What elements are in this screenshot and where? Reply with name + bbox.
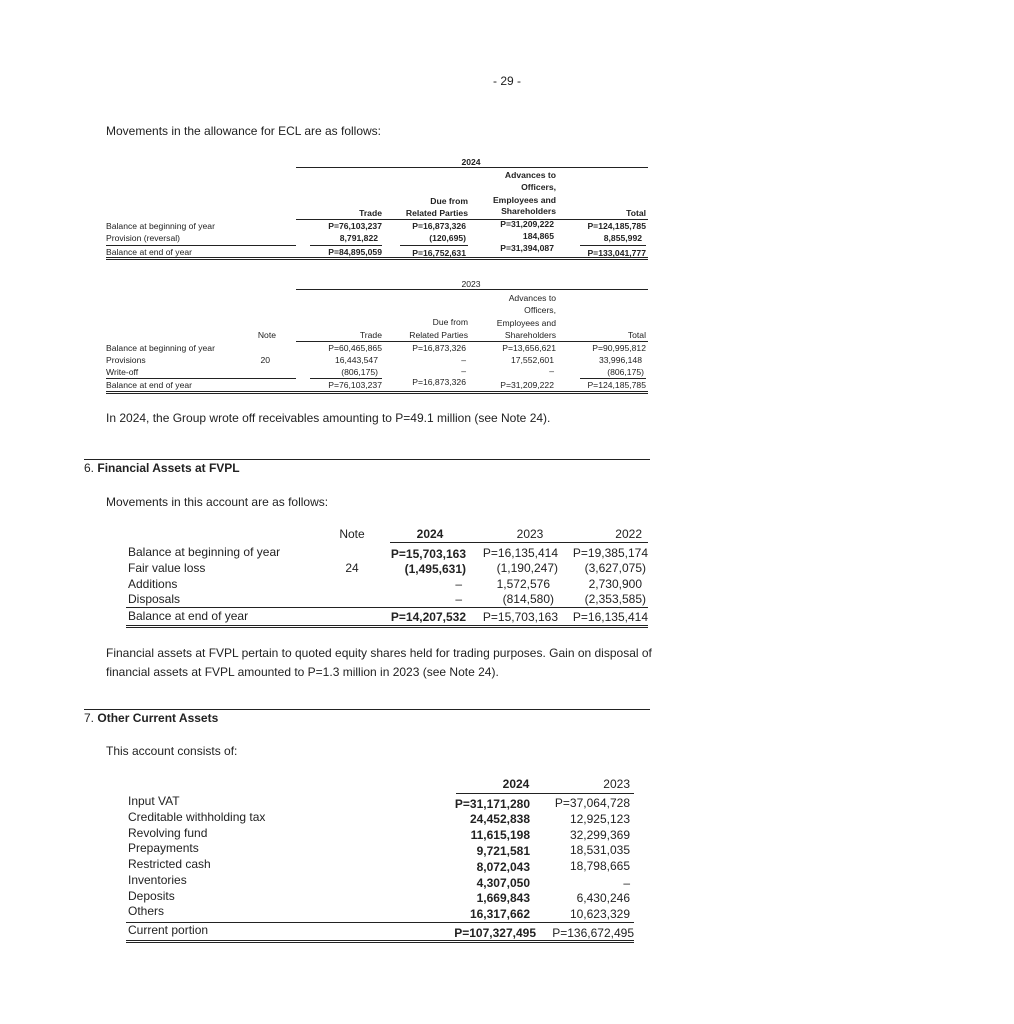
oca-row-label: Prepayments (128, 841, 199, 855)
fvpl-row-2022: P=16,135,414 (572, 610, 648, 624)
oca-row-2023: P=136,672,495 (552, 926, 634, 940)
ecl-2023-row-total: 33,996,148 (598, 355, 642, 365)
oca-col-2023: 2023 (603, 777, 630, 791)
fvpl-row-2023: P=16,135,414 (482, 546, 558, 560)
ecl-2024-row-due: (120,695) (429, 233, 466, 243)
section-7-number: 7. (84, 711, 95, 725)
fvpl-row-2024: – (455, 592, 462, 606)
oca-row-2023: P=37,064,728 (554, 796, 630, 810)
ecl-2024-col-due-2: Related Parties (405, 208, 468, 218)
ecl-2023-col-due-1: Due from (432, 317, 468, 327)
ecl-2023-total-rule (106, 391, 648, 394)
fvpl-row-2023: P=15,703,163 (482, 610, 558, 624)
ecl-2023-col-total: Total (627, 330, 646, 340)
oca-row-2023: 6,430,246 (576, 891, 630, 905)
ecl-2023-row-due: – (461, 355, 466, 365)
oca-row-2023: 18,531,035 (569, 843, 630, 857)
ecl-2024-row-total: P=133,041,777 (587, 248, 646, 258)
section-6-rule (84, 459, 650, 460)
oca-row-2024: 11,615,198 (470, 828, 530, 842)
oca-row-2023: 10,623,329 (569, 907, 630, 921)
ecl-2023-row-total: P=90,995,812 (592, 343, 646, 353)
oca-row-label: Others (128, 904, 165, 918)
oca-col-2024: 2024 (502, 777, 530, 791)
ecl-2024-col-adv-4: Shareholders (501, 206, 556, 216)
fvpl-row-2022: 2,730,900 (588, 577, 642, 591)
ecl-2024-label-rule (106, 245, 296, 246)
oca-row-label: Input VAT (128, 794, 180, 808)
ecl-2023-row-due: P=16,873,326 (412, 343, 466, 353)
fvpl-row-2024: P=15,703,163 (390, 547, 466, 561)
ecl-2024-row-due: P=16,873,326 (412, 221, 466, 231)
section-6-heading (84, 461, 240, 475)
oca-header-rule (456, 793, 634, 794)
oca-row-2023: 32,299,369 (569, 828, 630, 842)
ecl-2023-row-trade: P=60,465,865 (328, 343, 382, 353)
ecl-2023-row-label: Write-off (106, 367, 139, 377)
section-7-title: Other Current Assets (97, 711, 219, 725)
section-7-rule (84, 709, 650, 710)
oca-row-2024: 16,317,662 (469, 907, 530, 921)
fvpl-para-line-1: Financial assets at FVPL pertain to quoted equity shares held for trading purposes. Gain on disposal of (106, 646, 652, 660)
fvpl-col-2024: 2024 (416, 527, 444, 541)
ecl-2023-row-due: – (461, 366, 466, 376)
ecl-2024-sub-rule-total (580, 245, 646, 246)
ecl-writeoff-note: In 2024, the Group wrote off receivables amounting to P=49.1 million (see Note 24). (106, 411, 551, 425)
page-number: - 29 - (492, 74, 521, 88)
ecl-2024-row-trade: P=76,103,237 (328, 221, 382, 231)
fvpl-row-label: Disposals (128, 592, 181, 606)
fvpl-row-2024: – (455, 577, 462, 591)
ecl-2023-row-trade: P=76,103,237 (328, 380, 382, 390)
fvpl-row-2024: P=14,207,532 (390, 610, 466, 624)
fvpl-row-2022: (2,353,585) (584, 592, 646, 606)
fvpl-subtotal-rule (126, 607, 648, 608)
fvpl-row-2024: (1,495,631) (404, 562, 466, 576)
ecl-2024-row-total: 8,855,992 (603, 233, 642, 243)
ecl-2023-row-label: Provisions (106, 355, 146, 365)
ecl-2023-col-trade: Trade (359, 330, 382, 340)
oca-row-label: Creditable withholding tax (128, 810, 266, 824)
section-6-title: Financial Assets at FVPL (97, 461, 240, 475)
ecl-2024-row-label: Balance at beginning of year (106, 221, 215, 231)
ecl-2024-total-rule (106, 257, 648, 260)
fvpl-row-2022: (3,627,075) (584, 561, 646, 575)
oca-row-2024: 8,072,043 (476, 860, 530, 874)
fvpl-row-note: 24 (345, 561, 359, 575)
fvpl-para-line-2: financial assets at FVPL amounted to P=1.3 million in 2023 (see Note 24). (106, 665, 499, 679)
oca-row-label: Deposits (128, 889, 175, 903)
fvpl-total-rule (126, 625, 648, 628)
fvpl-row-label: Balance at end of year (128, 609, 249, 623)
ecl-2023-row-label: Balance at beginning of year (106, 343, 215, 353)
ecl-intro: Movements in the allowance for ECL are as follows: (106, 124, 382, 138)
ecl-2023-row-adv: P=13,656,621 (502, 343, 556, 353)
oca-row-label: Inventories (128, 873, 187, 887)
ecl-2023-col-adv-1: Advances to (508, 293, 556, 303)
ecl-2024-row-trade: 8,791,822 (339, 233, 378, 243)
oca-row-2024: 9,721,581 (476, 844, 530, 858)
ecl-2024-sub-rule-trade (310, 245, 382, 246)
ecl-2024-row-adv: 184,865 (522, 231, 554, 241)
oca-row-2023: – (623, 876, 630, 890)
oca-total-rule (126, 940, 634, 943)
ecl-2023-row-due: P=16,873,326 (412, 377, 466, 387)
ecl-2023-label-rule (106, 378, 296, 379)
ecl-2023-col-note: Note (257, 330, 276, 340)
ecl-2024-col-adv-3: Employees and (492, 195, 556, 205)
ecl-2024-row-due: P=16,752,631 (412, 248, 466, 258)
ecl-2024-sub-rule-due (400, 245, 468, 246)
fvpl-row-label: Fair value loss (128, 561, 206, 575)
fvpl-header-rule (390, 542, 648, 543)
ecl-2024-year: 2024 (461, 157, 481, 167)
ecl-2024-col-total: Total (626, 208, 646, 218)
fvpl-row-2023: (1,190,247) (496, 561, 558, 575)
fvpl-intro: Movements in this account are as follows: (106, 495, 329, 509)
ecl-2023-year: 2023 (461, 279, 481, 289)
ecl-2023-sub-rule-trade (310, 378, 382, 379)
ecl-2024-row-label: Provision (reversal) (106, 233, 181, 243)
oca-intro: This account consists of: (106, 744, 238, 758)
ecl-2023-row-note: 20 (260, 355, 270, 365)
ecl-2023-row-adv: – (549, 366, 554, 376)
ecl-2024-row-adv: P=31,209,222 (500, 219, 554, 229)
oca-row-2024: P=107,327,495 (454, 926, 536, 940)
ecl-2023-row-total: (806,175) (607, 367, 644, 377)
oca-row-2024: 4,307,050 (476, 876, 530, 890)
ecl-2024-row-adv: P=31,394,087 (500, 243, 554, 253)
ecl-2024-col-due-1: Due from (430, 196, 468, 206)
ecl-2023-row-trade: (806,175) (341, 367, 378, 377)
ecl-2023-col-adv-3: Employees and (496, 318, 556, 328)
fvpl-row-2023: (814,580) (502, 592, 554, 606)
oca-row-label: Restricted cash (128, 857, 211, 871)
ecl-2023-col-due-2: Related Parties (409, 330, 468, 340)
ecl-2024-row-trade: P=84,895,059 (328, 247, 382, 257)
oca-row-2024: 24,452,838 (469, 812, 530, 826)
ecl-2024-row-label: Balance at end of year (106, 247, 192, 257)
fvpl-row-2022: P=19,385,174 (572, 546, 648, 560)
ecl-2023-col-adv-4: Shareholders (504, 330, 556, 340)
fvpl-col-2022: 2022 (615, 527, 642, 541)
oca-row-2023: 12,925,123 (569, 812, 630, 826)
ecl-2024-col-trade: Trade (359, 208, 382, 218)
section-6-number: 6. (84, 461, 95, 475)
ecl-2023-row-adv: 17,552,601 (510, 355, 554, 365)
ecl-2023-row-total: P=124,185,785 (587, 380, 646, 390)
oca-row-2024: P=31,171,280 (454, 797, 530, 811)
fvpl-row-label: Additions (128, 577, 178, 591)
fvpl-col-note: Note (339, 527, 365, 541)
ecl-2024-row-total: P=124,185,785 (587, 221, 646, 231)
ecl-2023-header-rule (296, 341, 648, 342)
ecl-2023-col-adv-2: Officers, (524, 305, 556, 315)
ecl-2023-row-adv: P=31,209,222 (500, 380, 554, 390)
fvpl-row-label: Balance at beginning of year (128, 545, 281, 559)
oca-row-label: Revolving fund (128, 826, 208, 840)
oca-row-2024: 1,669,843 (476, 891, 530, 905)
oca-row-2023: 18,798,665 (569, 859, 630, 873)
fvpl-row-2023: 1,572,576 (496, 577, 550, 591)
ecl-2024-col-adv-1: Advances to (504, 170, 556, 180)
ecl-2023-sub-rule-total (580, 378, 646, 379)
section-7-heading (84, 711, 218, 725)
ecl-2024-year-rule (296, 167, 648, 168)
ecl-2023-year-rule (296, 289, 648, 290)
oca-row-label: Current portion (128, 923, 209, 937)
fvpl-col-2023: 2023 (516, 527, 544, 541)
ecl-2023-row-label: Balance at end of year (106, 380, 192, 390)
ecl-2023-row-trade: 16,443,547 (334, 355, 378, 365)
ecl-2024-col-adv-2: Officers, (521, 182, 556, 192)
